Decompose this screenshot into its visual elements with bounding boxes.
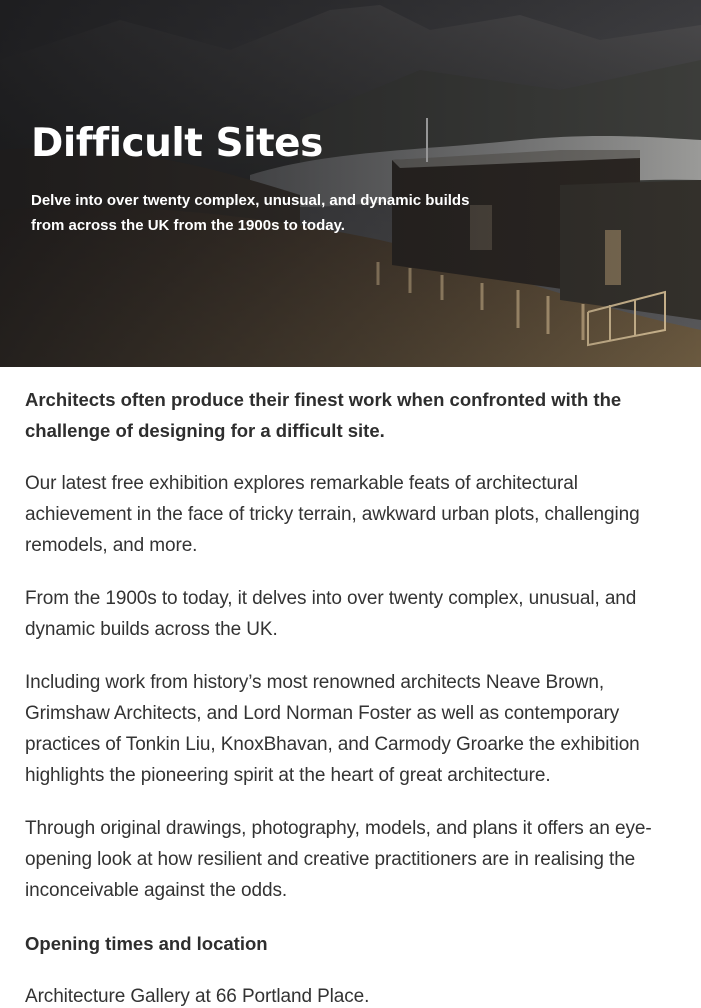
- page-title: Difficult Sites: [31, 121, 323, 166]
- hero-subtitle-line: Delve into over twenty complex, unusual, and dynamic builds: [31, 192, 470, 209]
- hero-text-block: [31, 120, 491, 238]
- body-paragraph: Through original drawings, photography, models, and plans it offers an eye-opening look at how resilient and creative practitioners are in realising the inconceivable against the odds.: [25, 818, 652, 901]
- article-body: [0, 367, 701, 1008]
- hero-subtitle-line: from across the UK from the 1900s to today.: [31, 217, 345, 234]
- opening-times-heading: Opening times and location: [25, 933, 268, 954]
- body-paragraph: Our latest free exhibition explores remarkable feats of architectural achievement in the face of tricky terrain, awkward urban plots, challenging remodels, and more.: [25, 473, 640, 556]
- hero-banner: [0, 0, 701, 367]
- body-paragraph: From the 1900s to today, it delves into over twenty complex, unusual, and dynamic builds across the UK.: [25, 588, 637, 640]
- location-text: Architecture Gallery at 66 Portland Place.: [25, 986, 370, 1007]
- hero-subtitle: [31, 188, 491, 238]
- body-paragraph: Including work from history’s most renowned architects Neave Brown, Grimshaw Architects, and Lord Norman Foster as well as contemporary practices of Tonkin Liu, KnoxBhavan, and Carmody Groarke the exhibition highlights the pioneering spirit at the heart of great architecture.: [25, 672, 640, 786]
- lead-paragraph: Architects often produce their finest work when confronted with the challenge of designing for a difficult site.: [25, 389, 622, 441]
